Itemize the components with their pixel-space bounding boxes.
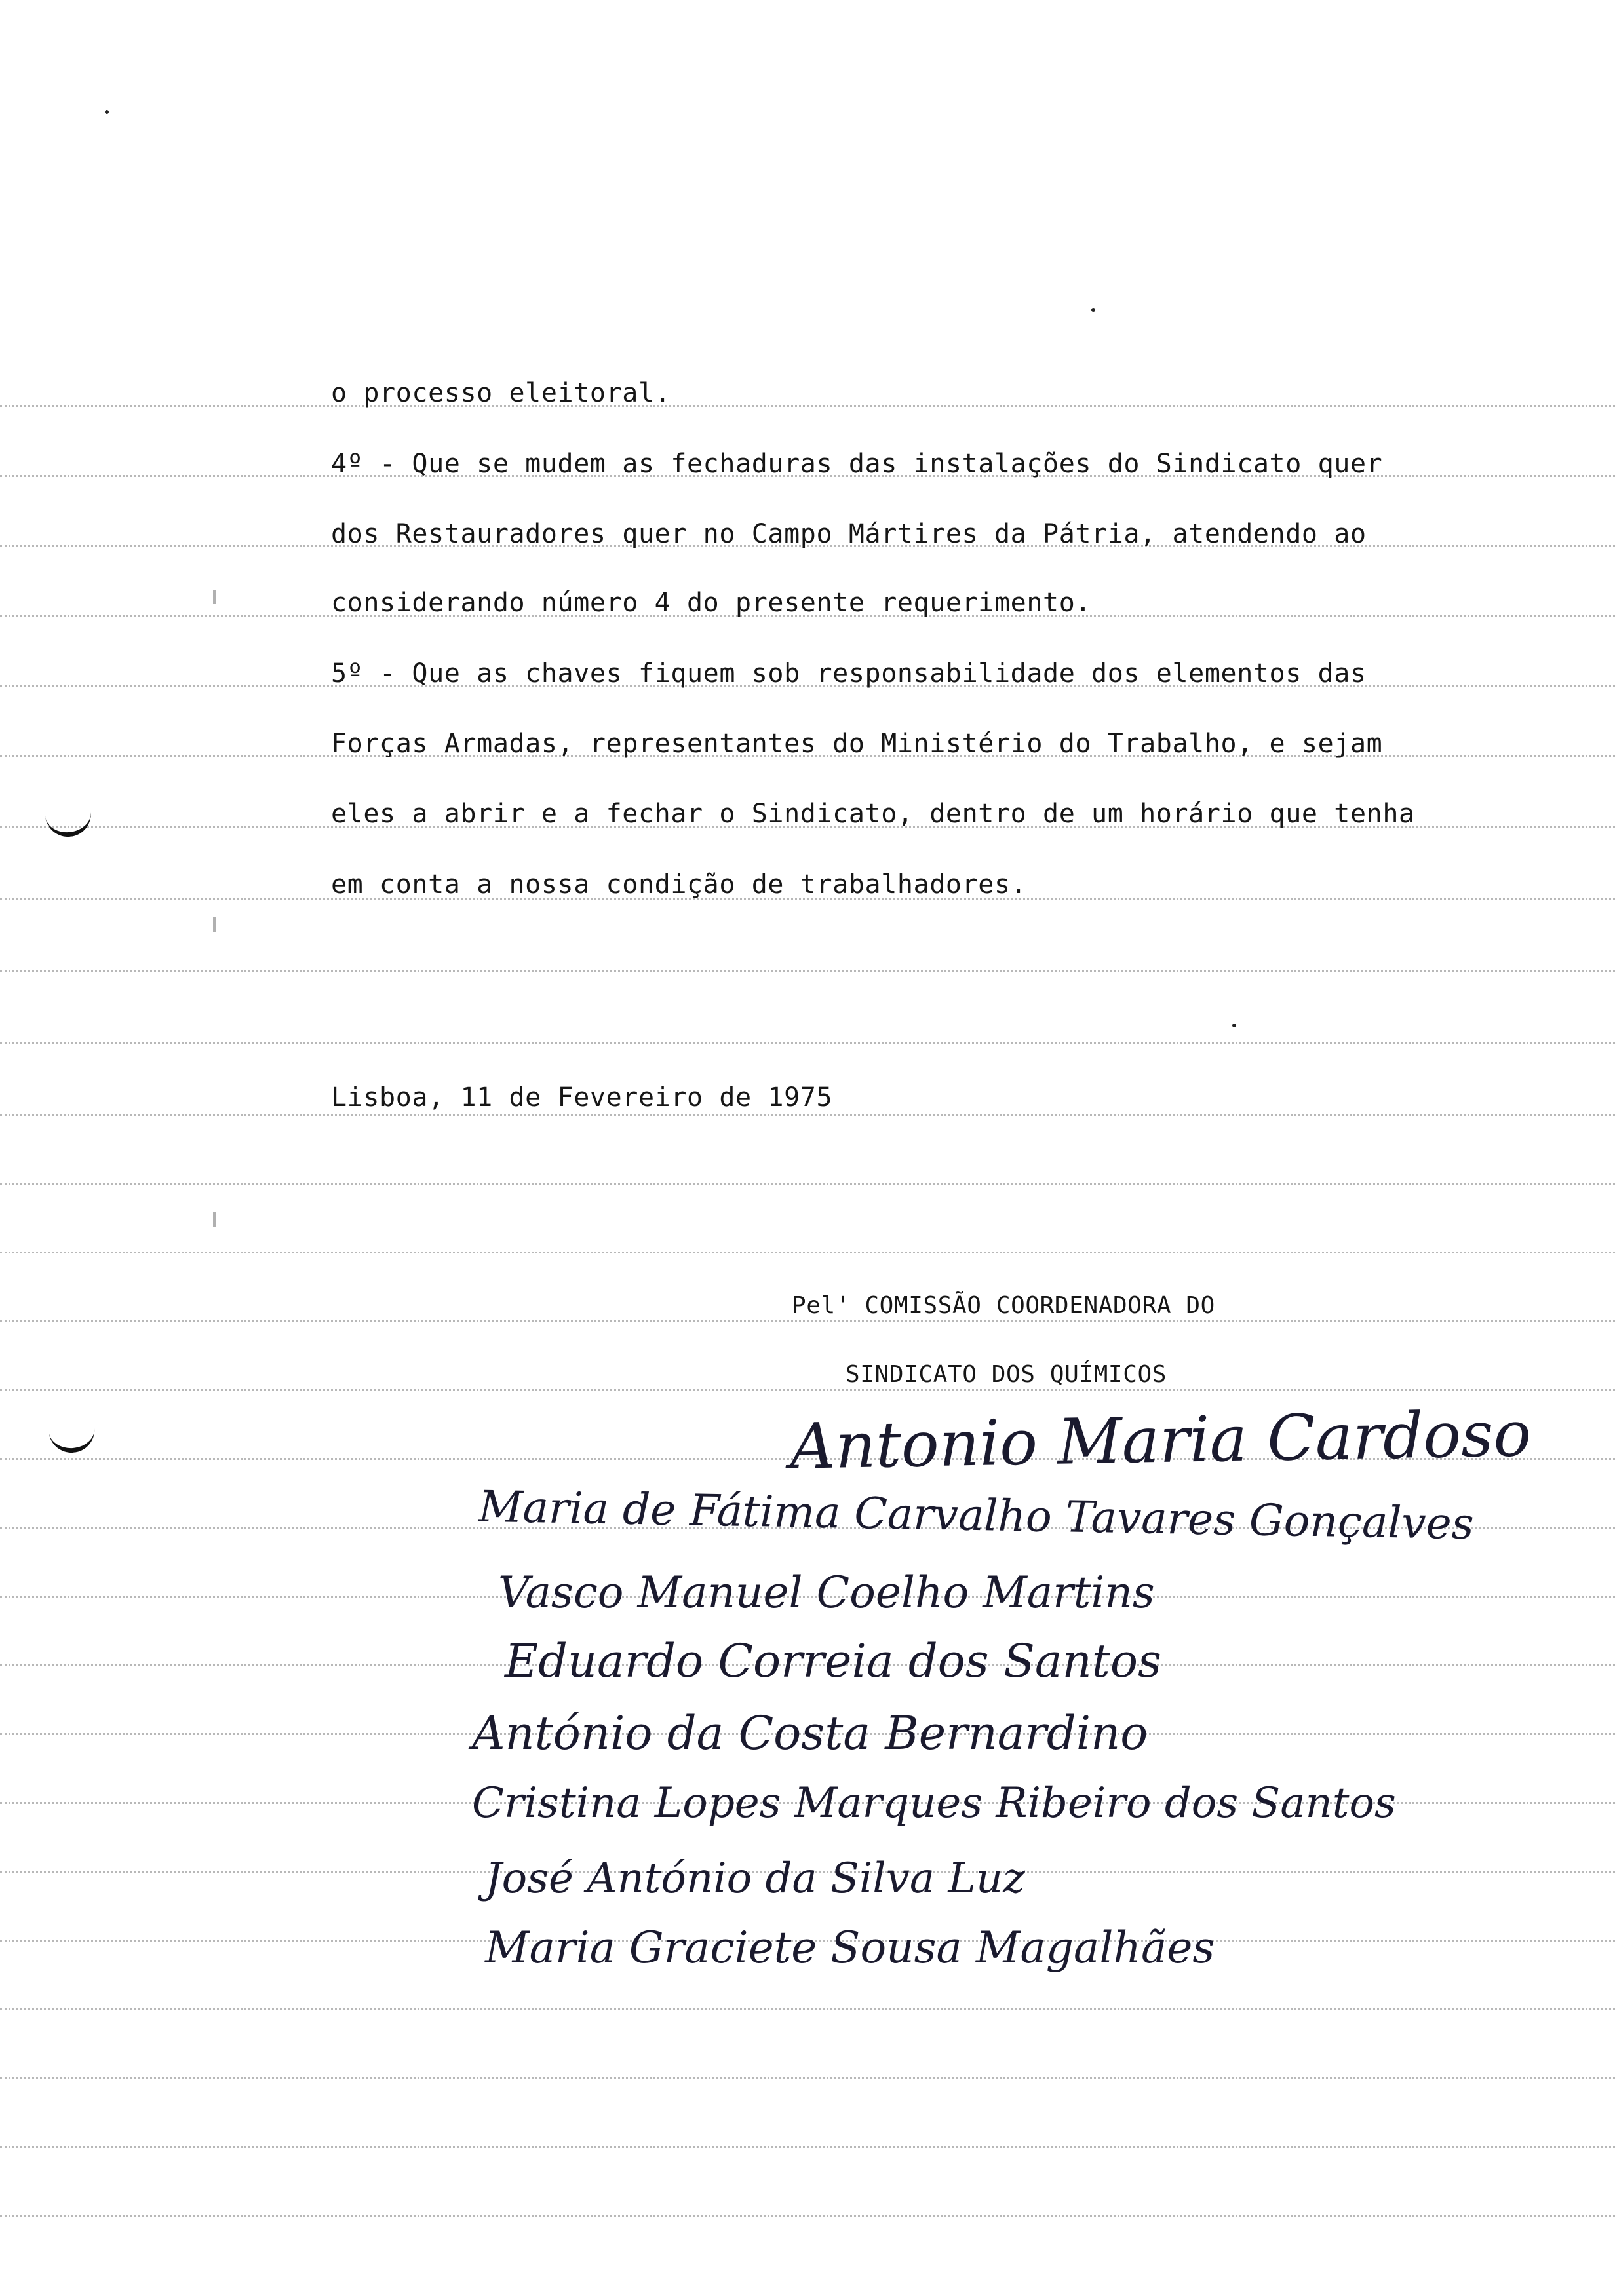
margin-tick: [213, 917, 216, 932]
ruled-line: [0, 1252, 1615, 1253]
ruled-line: [0, 1042, 1615, 1044]
signature: Cristina Lopes Marques Ribeiro dos Santos: [472, 1779, 1396, 1827]
signature: Eduardo Correia dos Santos: [505, 1634, 1161, 1688]
place-date: Lisboa, 11 de Fevereiro de 1975: [331, 1082, 833, 1113]
body-line: dos Restauradores quer no Campo Mártires da Pátria, atendendo ao: [331, 519, 1367, 549]
ruled-line: [0, 1320, 1615, 1322]
body-line: 4º - Que se mudem as fechaduras das instalações do Sindicato quer: [331, 449, 1383, 479]
ruled-line: [0, 2146, 1615, 2148]
signature: António da Costa Bernardino: [472, 1706, 1148, 1760]
ruled-line: [0, 405, 1615, 407]
margin-tick: [213, 590, 216, 604]
signature: Maria de Fátima Carvalho Tavares Gonçalves: [478, 1481, 1475, 1550]
body-line: em conta a nossa condição de trabalhadores.: [331, 870, 1027, 900]
ruled-line: [0, 1114, 1615, 1116]
margin-tick: [213, 1212, 216, 1227]
signature: Maria Graciete Sousa Magalhães: [485, 1923, 1215, 1973]
committee-line-2: SINDICATO DOS QUÍMICOS: [846, 1361, 1167, 1388]
ink-speck: [1091, 308, 1095, 312]
body-line: eles a abrir e a fechar o Sindicato, dentro de um horário que tenha: [331, 799, 1415, 829]
signature: Antonio Maria Cardoso: [789, 1397, 1532, 1483]
ruled-line: [0, 2215, 1615, 2217]
body-line: Forças Armadas, representantes do Ministério do Trabalho, e sejam: [331, 729, 1383, 759]
body-line: considerando número 4 do presente requerimento.: [331, 588, 1092, 618]
ruled-line: [0, 2008, 1615, 2010]
body-line: 5º - Que as chaves fiquem sob responsabilidade dos elementos das: [331, 659, 1367, 689]
ruled-line: [0, 2077, 1615, 2079]
binder-hole-mark: [48, 1421, 96, 1455]
signature: Vasco Manuel Coelho Martins: [498, 1567, 1155, 1618]
ruled-line: [0, 1389, 1615, 1391]
ruled-line: [0, 1183, 1615, 1185]
committee-line-1: Pel' COMISSÃO COORDENADORA DO: [792, 1292, 1215, 1319]
ruled-line: [0, 970, 1615, 972]
body-line: o processo eleitoral.: [331, 378, 671, 408]
binder-hole-mark: [45, 803, 94, 839]
ink-speck: [1232, 1024, 1236, 1027]
ink-speck: [105, 110, 109, 114]
signature: José António da Silva Luz: [485, 1854, 1025, 1903]
